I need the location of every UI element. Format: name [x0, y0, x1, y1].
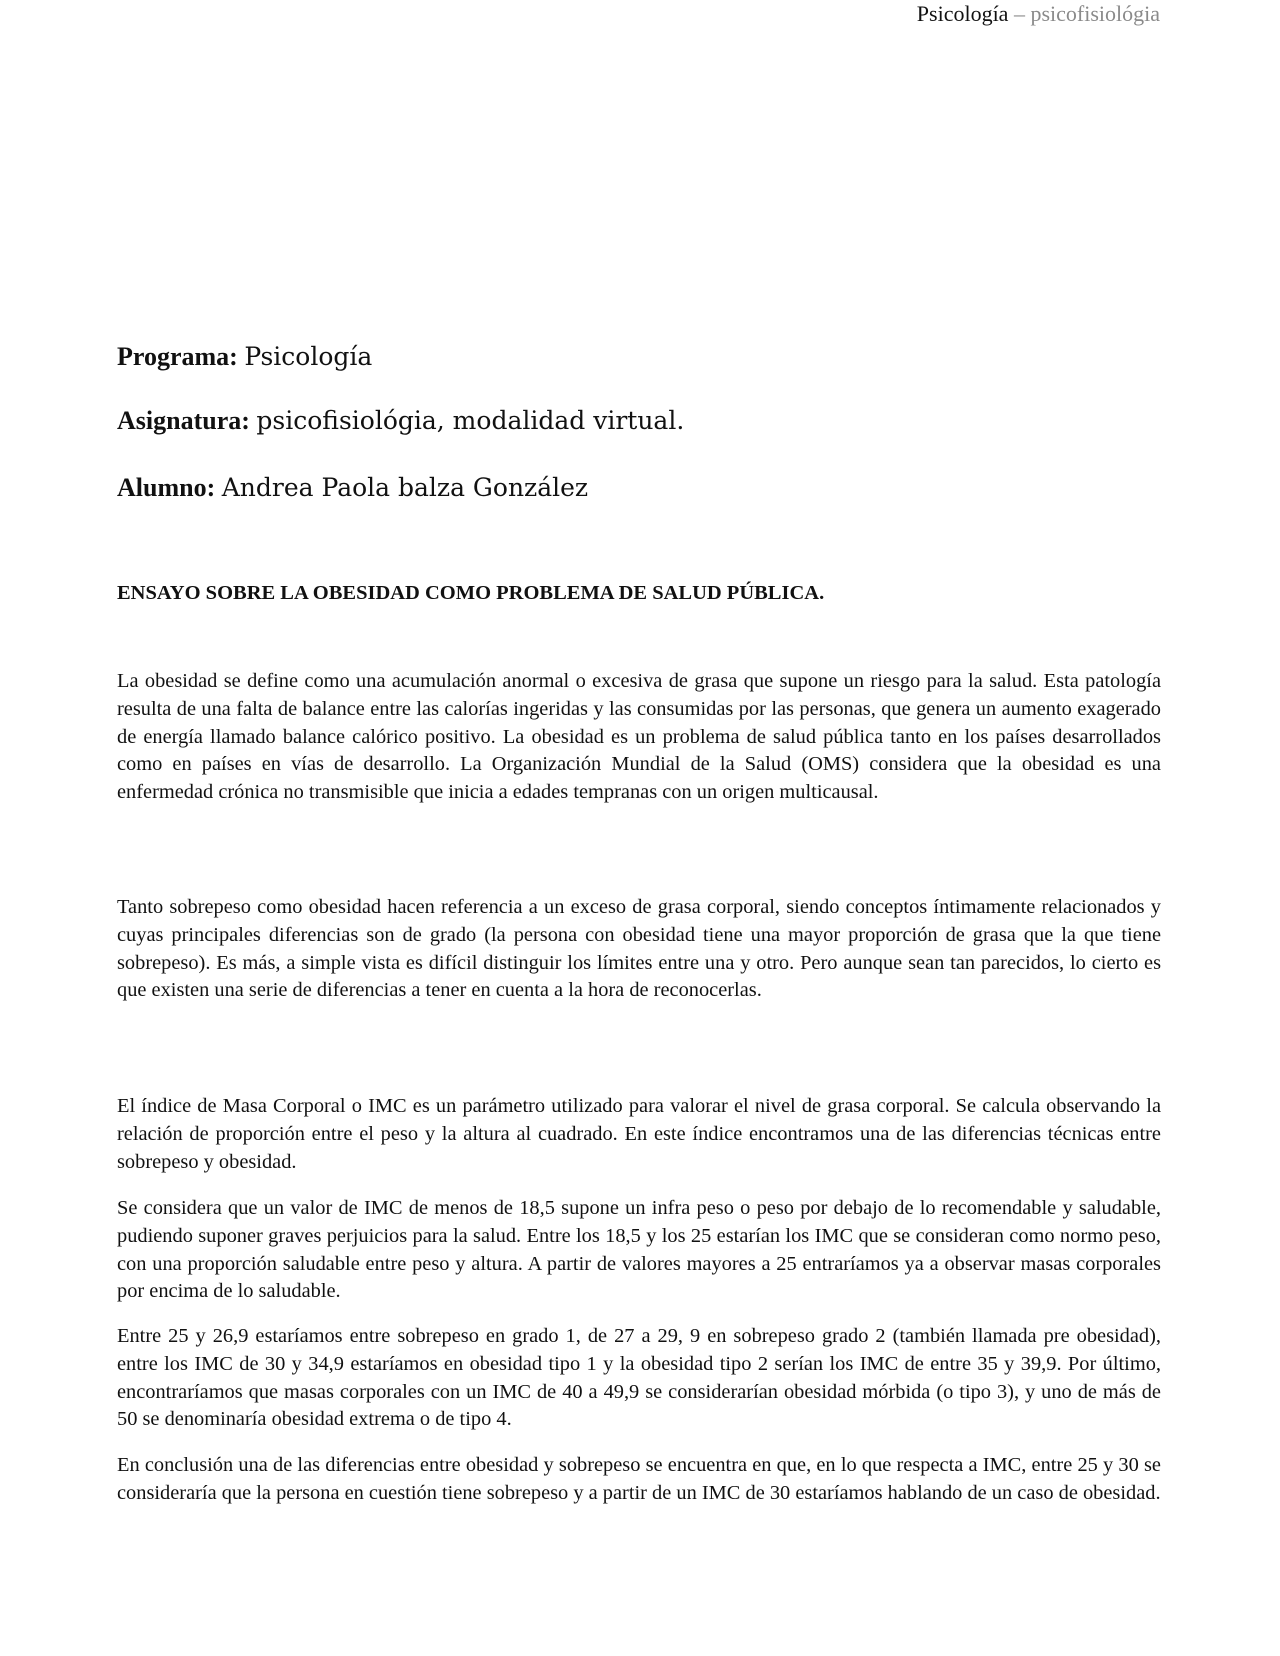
header-program: Psicología	[916, 1, 1009, 26]
page-header	[917, 0, 1160, 28]
paragraph-1: La obesidad se define como una acumulación anormal o excesiva de grasa que supone un riesgo para la salud. Esta patología resulta de una falta de balance entre las calorías ingeridas y las consumidas por las personas, que genera un aumento exagerado de energía llamado balance calórico positivo. La obesidad es un problema de salud pública tanto en los países desarrollados como en países en vías de desarrollo. La Organización Mundial de la Salud (OMS) considera que la obesidad es una enfermedad crónica no transmisible que inicia a edades tempranas con un origen multicausal.	[117, 670, 1161, 804]
meta-subject	[117, 404, 1167, 438]
meta-program	[117, 340, 1167, 374]
paragraph-5: Entre 25 y 26,9 estaríamos entre sobrepeso en grado 1, de 27 a 29, 9 en sobrepeso grado 2 (también llamada pre obesidad), entre los IMC de 30 y 34,9 estaríamos en obesidad tipo 1 y la obesidad tipo 2 serían los IMC de entre 35 y 39,9. Por último, encontraríamos que masas corporales con un IMC de 40 a 49,9 se considerarían obesidad mórbida (o tipo 3), y uno de más de 50 se denominaría obesidad extrema o de tipo 4.	[117, 1325, 1161, 1431]
meta-student	[117, 471, 1167, 505]
meta-student-value: Andrea Paola balza González	[221, 473, 589, 502]
meta-subject-value: psicofisiológia, modalidad virtual.	[256, 406, 685, 435]
paragraph-3: El índice de Masa Corporal o IMC es un parámetro utilizado para valorar el nivel de grasa corporal. Se calcula observando la relación de proporción entre el peso y la altura al cuadrado. En este índice encontramos una de las diferencias técnicas entre sobrepeso y obesidad.	[117, 1095, 1161, 1173]
paragraph-2: Tanto sobrepeso como obesidad hacen referencia a un exceso de grasa corporal, siendo conceptos íntimamente relacionados y cuyas principales diferencias son de grado (la persona con obesidad tiene una mayor proporción de grasa que la que tiene sobrepeso). Es más, a simple vista es difícil distinguir los límites entre una y otro. Pero aunque sean tan parecidos, lo cierto es que existen una serie de diferencias a tener en cuenta a la hora de reconocerlas.	[117, 896, 1161, 1002]
document-title: ENSAYO SOBRE LA OBESIDAD COMO PROBLEMA DE SALUD PÚBLICA.	[117, 582, 825, 604]
header-separator: –	[1013, 1, 1025, 26]
meta-student-label: Alumno:	[117, 473, 216, 502]
meta-program-label: Programa:	[117, 342, 238, 371]
paragraph-4: Se considera que un valor de IMC de menos de 18,5 supone un infra peso o peso por debajo de lo recomendable y saludable, pudiendo suponer graves perjuicios para la salud. Entre los 18,5 y los 25 estarían los IMC que se consideran como normo peso, con una proporción saludable entre peso y altura. A partir de valores mayores a 25 entraríamos ya a observar masas corporales por encima de lo saludable.	[117, 1197, 1161, 1303]
meta-program-value: Psicología	[244, 342, 373, 371]
meta-subject-label: Asignatura:	[117, 406, 250, 435]
paragraph-6: En conclusión una de las diferencias entre obesidad y sobrepeso se encuentra en que, en lo que respecta a IMC, entre 25 y 30 se consideraría que la persona en cuestión tiene sobrepeso y a partir de un IMC de 30 estaríamos hablando de un caso de obesidad.	[117, 1454, 1161, 1504]
header-subject: psicofisiológia	[1030, 1, 1160, 26]
